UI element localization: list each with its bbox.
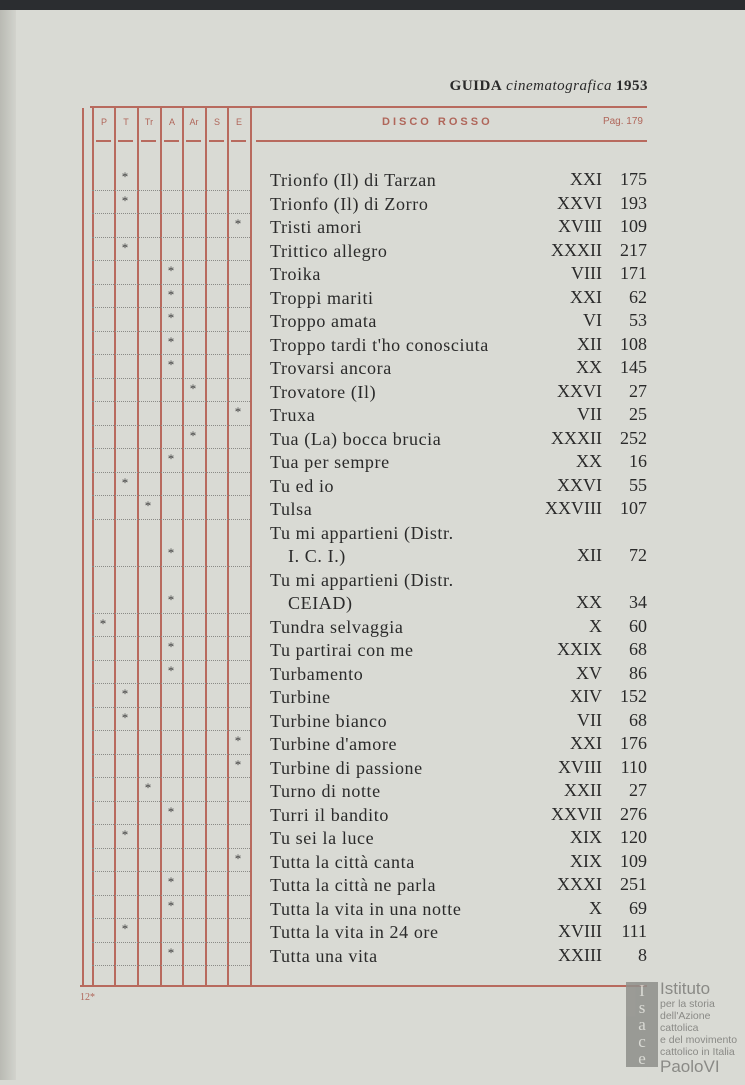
page-reference: 175 — [620, 169, 647, 189]
page-reference: 109 — [620, 216, 647, 236]
film-title: Tristi amori — [270, 217, 363, 237]
dotted-leader — [92, 331, 250, 332]
film-title: CEIAD) — [288, 593, 353, 613]
volume-number: XIX — [570, 827, 602, 847]
film-title: Trionfo (Il) di Zorro — [270, 193, 429, 214]
dotted-leader — [92, 378, 250, 379]
film-title: I. C. I.) — [288, 546, 346, 566]
logo-letter: s — [638, 998, 646, 1017]
film-title: Tu sei la luce — [270, 828, 375, 848]
dotted-leader — [92, 448, 250, 449]
dotted-leader — [92, 237, 250, 238]
volume-number: XII — [577, 545, 602, 565]
classification-mark-a: * — [167, 357, 175, 372]
running-head — [450, 78, 648, 95]
dotted-leader — [92, 425, 250, 426]
classification-mark-t: * — [121, 474, 129, 490]
classification-mark-a: * — [167, 545, 175, 560]
classification-mark-a: * — [167, 333, 175, 349]
list-item — [92, 873, 647, 897]
column-header-rule — [164, 140, 179, 142]
page-reference: 27 — [629, 780, 647, 800]
volume-number: XXI — [570, 286, 602, 307]
dotted-leader — [92, 213, 250, 214]
dotted-leader — [92, 284, 250, 285]
volume-number: XXII — [564, 780, 602, 800]
page-reference: 108 — [620, 333, 647, 354]
column-header-rule — [141, 140, 156, 142]
volume-number: XVIII — [558, 756, 602, 777]
classification-mark-e: * — [234, 216, 242, 231]
list-item — [92, 450, 647, 474]
isacem-logo — [626, 981, 658, 1085]
list-item — [92, 944, 647, 968]
dotted-leader — [92, 918, 250, 919]
classification-mark-a: * — [167, 451, 175, 466]
list-item — [92, 168, 647, 192]
column-header-s: S — [213, 117, 220, 127]
dotted-leader — [92, 754, 250, 755]
page-reference: 27 — [629, 380, 647, 401]
list-item — [92, 732, 647, 756]
volume-number: XV — [576, 662, 602, 683]
classification-mark-ar: * — [189, 427, 197, 443]
classification-mark-t: * — [121, 921, 129, 936]
dotted-leader — [92, 871, 250, 872]
film-title: Tu mi appartieni (Distr. — [270, 522, 454, 543]
film-title: Turbine d'amore — [270, 734, 398, 754]
column-header-ar: Ar — [189, 117, 199, 127]
volume-number: XXI — [570, 733, 602, 753]
film-title: Trovatore (Il) — [270, 381, 377, 402]
list-item — [92, 497, 647, 521]
column-header-rule — [209, 140, 224, 142]
list-item — [92, 826, 647, 850]
classification-mark-a: * — [167, 639, 175, 654]
watermark-line: per la storia — [660, 998, 715, 1010]
film-title: Tu partirai con me — [270, 640, 414, 660]
film-title: Turbamento — [270, 663, 364, 684]
page-reference: 34 — [629, 592, 647, 612]
classification-mark-a: * — [167, 874, 175, 889]
dotted-leader — [92, 307, 250, 308]
dotted-leader — [92, 636, 250, 637]
volume-number: X — [589, 897, 602, 918]
volume-number: XXIX — [557, 639, 602, 659]
watermark-line: cattolico in Italia — [660, 1046, 735, 1058]
classification-mark-a: * — [167, 897, 175, 913]
list-item — [92, 685, 647, 709]
film-title: Turbine bianco — [270, 710, 388, 731]
classification-mark-t: * — [121, 686, 129, 701]
film-title: Tutta la città ne parla — [270, 875, 437, 895]
film-title: Troika — [270, 264, 321, 284]
page-reference: 68 — [629, 709, 647, 730]
table-top-rule — [90, 106, 647, 108]
classification-mark-t: * — [121, 192, 129, 208]
page-reference: 252 — [620, 427, 647, 448]
list-item — [92, 709, 647, 733]
volume-number: X — [589, 615, 602, 636]
film-title: Tutta la vita in 24 ore — [270, 922, 439, 942]
list-item — [92, 192, 647, 216]
volume-number: XXVII — [551, 803, 602, 824]
page-reference: 53 — [629, 310, 647, 330]
logo-letter: m — [635, 1066, 649, 1085]
list-item — [92, 920, 647, 944]
volume-number: XXI — [570, 169, 602, 189]
page-reference: 145 — [620, 357, 647, 377]
column-header-rule — [231, 140, 246, 142]
page-reference: 69 — [629, 897, 647, 918]
page-reference: 72 — [629, 545, 647, 565]
logo-letter: e — [638, 1049, 646, 1068]
dotted-leader — [92, 683, 250, 684]
page-reference: 110 — [620, 756, 647, 777]
film-title: Tu ed io — [270, 475, 335, 496]
volume-number: VIII — [571, 263, 602, 283]
list-item — [92, 568, 647, 615]
film-title: Troppo amata — [270, 311, 378, 331]
film-title: Turbine — [270, 687, 331, 707]
classification-mark-a: * — [167, 263, 175, 278]
film-title: Turno di notte — [270, 781, 381, 801]
list-item — [92, 239, 647, 263]
volume-number: VII — [577, 709, 602, 730]
dotted-leader — [92, 942, 250, 943]
film-title: Troppi mariti — [270, 287, 374, 308]
list-item — [92, 803, 647, 827]
volume-number: XXVI — [557, 380, 602, 401]
dotted-leader — [92, 260, 250, 261]
watermark-line: dell'Azione cattolica — [660, 1010, 711, 1034]
classification-mark-t: * — [121, 239, 129, 255]
film-title: Trittico allegro — [270, 240, 388, 261]
dotted-leader — [92, 190, 250, 191]
film-title: Trovarsi ancora — [270, 358, 392, 378]
column-header-rule — [118, 140, 133, 142]
film-title: Trionfo (Il) di Tarzan — [270, 170, 437, 190]
column-header-p: P — [100, 117, 107, 127]
column-header-rule — [96, 140, 111, 142]
classification-mark-t: * — [121, 169, 129, 184]
page-reference: 109 — [620, 850, 647, 871]
film-title: Turri il bandito — [270, 804, 389, 825]
classification-mark-t: * — [121, 709, 129, 725]
dotted-leader — [92, 730, 250, 731]
list-item — [92, 521, 647, 568]
column-header-rule — [186, 140, 201, 142]
table-bottom-rule — [80, 985, 647, 987]
classification-mark-a: * — [167, 592, 175, 607]
page-reference: 25 — [629, 404, 647, 424]
list-item — [92, 215, 647, 239]
list-item — [92, 286, 647, 310]
running-head-year: 1953 — [616, 78, 648, 94]
volume-number: XXVI — [557, 192, 602, 213]
dotted-leader — [92, 613, 250, 614]
classification-mark-e: * — [234, 404, 242, 419]
list-item — [92, 262, 647, 286]
film-title: Tutta la città canta — [270, 851, 415, 872]
film-title: Tua (La) bocca brucia — [270, 428, 442, 449]
page-reference: 107 — [620, 498, 647, 518]
list-item — [92, 403, 647, 427]
page-reference: 111 — [621, 921, 647, 941]
page-reference: 152 — [620, 686, 647, 706]
volume-number: XVIII — [558, 921, 602, 941]
column-header-tr: Tr — [144, 117, 154, 127]
page-reference: 276 — [620, 803, 647, 824]
running-head-title: GUIDA — [449, 78, 503, 94]
dotted-leader — [92, 519, 250, 520]
dotted-leader — [92, 566, 250, 567]
page-binding-edge — [0, 10, 16, 1080]
volume-number: XX — [576, 357, 602, 377]
volume-number: VI — [583, 310, 602, 330]
film-title: Tutta una vita — [270, 945, 378, 966]
list-item — [92, 897, 647, 921]
page-reference: 251 — [620, 874, 647, 894]
page-reference: 86 — [629, 662, 647, 683]
logo-letter: c — [638, 1032, 646, 1051]
volume-number: XXIII — [558, 944, 602, 965]
dotted-leader — [92, 895, 250, 896]
classification-mark-ar: * — [189, 380, 197, 396]
dotted-leader — [92, 354, 250, 355]
page-reference: 120 — [620, 827, 647, 847]
dotted-leader — [92, 777, 250, 778]
classification-mark-a: * — [167, 286, 175, 302]
left-border-rule — [82, 108, 84, 985]
watermark-text — [660, 980, 745, 1076]
film-title: Tulsa — [270, 499, 313, 519]
section-title: DISCO ROSSO — [382, 116, 493, 128]
list-item — [92, 638, 647, 662]
watermark-line: Istituto — [660, 979, 711, 998]
volume-number: XVIII — [558, 216, 602, 236]
classification-mark-a: * — [167, 803, 175, 819]
classification-mark-tr: * — [144, 780, 152, 795]
film-title: Tua per sempre — [270, 452, 390, 472]
logo-letter: I — [639, 981, 645, 1000]
dotted-leader — [92, 707, 250, 708]
classification-mark-a: * — [167, 662, 175, 678]
scan-top-edge — [0, 0, 745, 10]
printer-signature: 12* — [80, 992, 95, 1003]
list-item — [92, 427, 647, 451]
film-title: Turbine di passione — [270, 757, 423, 778]
watermark-line: e del movimento — [660, 1034, 738, 1046]
list-item — [92, 756, 647, 780]
column-header-a: A — [168, 117, 175, 127]
page-reference: 60 — [629, 615, 647, 636]
film-title: Tutta la vita in una notte — [270, 898, 462, 919]
classification-mark-e: * — [234, 733, 242, 748]
volume-number: XXXI — [557, 874, 602, 894]
list-item — [92, 662, 647, 686]
classification-mark-e: * — [234, 850, 242, 866]
list-item — [92, 850, 647, 874]
list-item — [92, 333, 647, 357]
classification-mark-p: * — [99, 615, 107, 631]
page-reference: 16 — [629, 451, 647, 471]
volume-number: XII — [577, 333, 602, 354]
volume-number: XIX — [570, 850, 602, 871]
classification-mark-a: * — [167, 310, 175, 325]
volume-number: XX — [576, 451, 602, 471]
page-reference: 68 — [629, 639, 647, 659]
dotted-leader — [92, 660, 250, 661]
classification-mark-a: * — [167, 944, 175, 960]
dotted-leader — [92, 965, 250, 966]
page-reference: 176 — [620, 733, 647, 753]
column-header-e: E — [235, 117, 242, 127]
classification-mark-tr: * — [144, 498, 152, 513]
volume-number: XXVIII — [545, 498, 602, 518]
dotted-leader — [92, 472, 250, 473]
dotted-leader — [92, 824, 250, 825]
volume-number: XX — [576, 592, 602, 612]
header-rule — [256, 140, 647, 142]
page-reference: 8 — [638, 944, 647, 965]
film-title: Truxa — [270, 405, 316, 425]
running-head-italic: cinematografica — [506, 78, 612, 94]
dotted-leader — [92, 801, 250, 802]
page-reference: 55 — [629, 474, 647, 495]
classification-mark-e: * — [234, 756, 242, 772]
list-item — [92, 474, 647, 498]
film-title: Troppo tardi t'ho conosciuta — [270, 334, 489, 355]
list-item — [92, 309, 647, 333]
volume-number: XIV — [570, 686, 602, 706]
page-number: Pag. 179 — [602, 116, 643, 127]
film-title: Tu mi appartieni (Distr. — [270, 569, 454, 590]
volume-number: XXXII — [551, 427, 602, 448]
dotted-leader — [92, 401, 250, 402]
film-title: Tundra selvaggia — [270, 616, 404, 637]
page-reference: 217 — [620, 239, 647, 260]
volume-number: XXXII — [551, 239, 602, 260]
list-item — [92, 615, 647, 639]
page-reference: 171 — [620, 263, 647, 283]
watermark-line: PaoloVI — [660, 1057, 720, 1076]
volume-number: VII — [577, 404, 602, 424]
list-item — [92, 779, 647, 803]
classification-mark-t: * — [121, 827, 129, 842]
list-item — [92, 356, 647, 380]
dotted-leader — [92, 495, 250, 496]
page-reference: 62 — [629, 286, 647, 307]
page-reference: 193 — [620, 192, 647, 213]
column-header-t: T — [123, 117, 129, 127]
logo-letter: a — [638, 1015, 646, 1034]
dotted-leader — [92, 848, 250, 849]
volume-number: XXVI — [557, 474, 602, 495]
list-item — [92, 380, 647, 404]
